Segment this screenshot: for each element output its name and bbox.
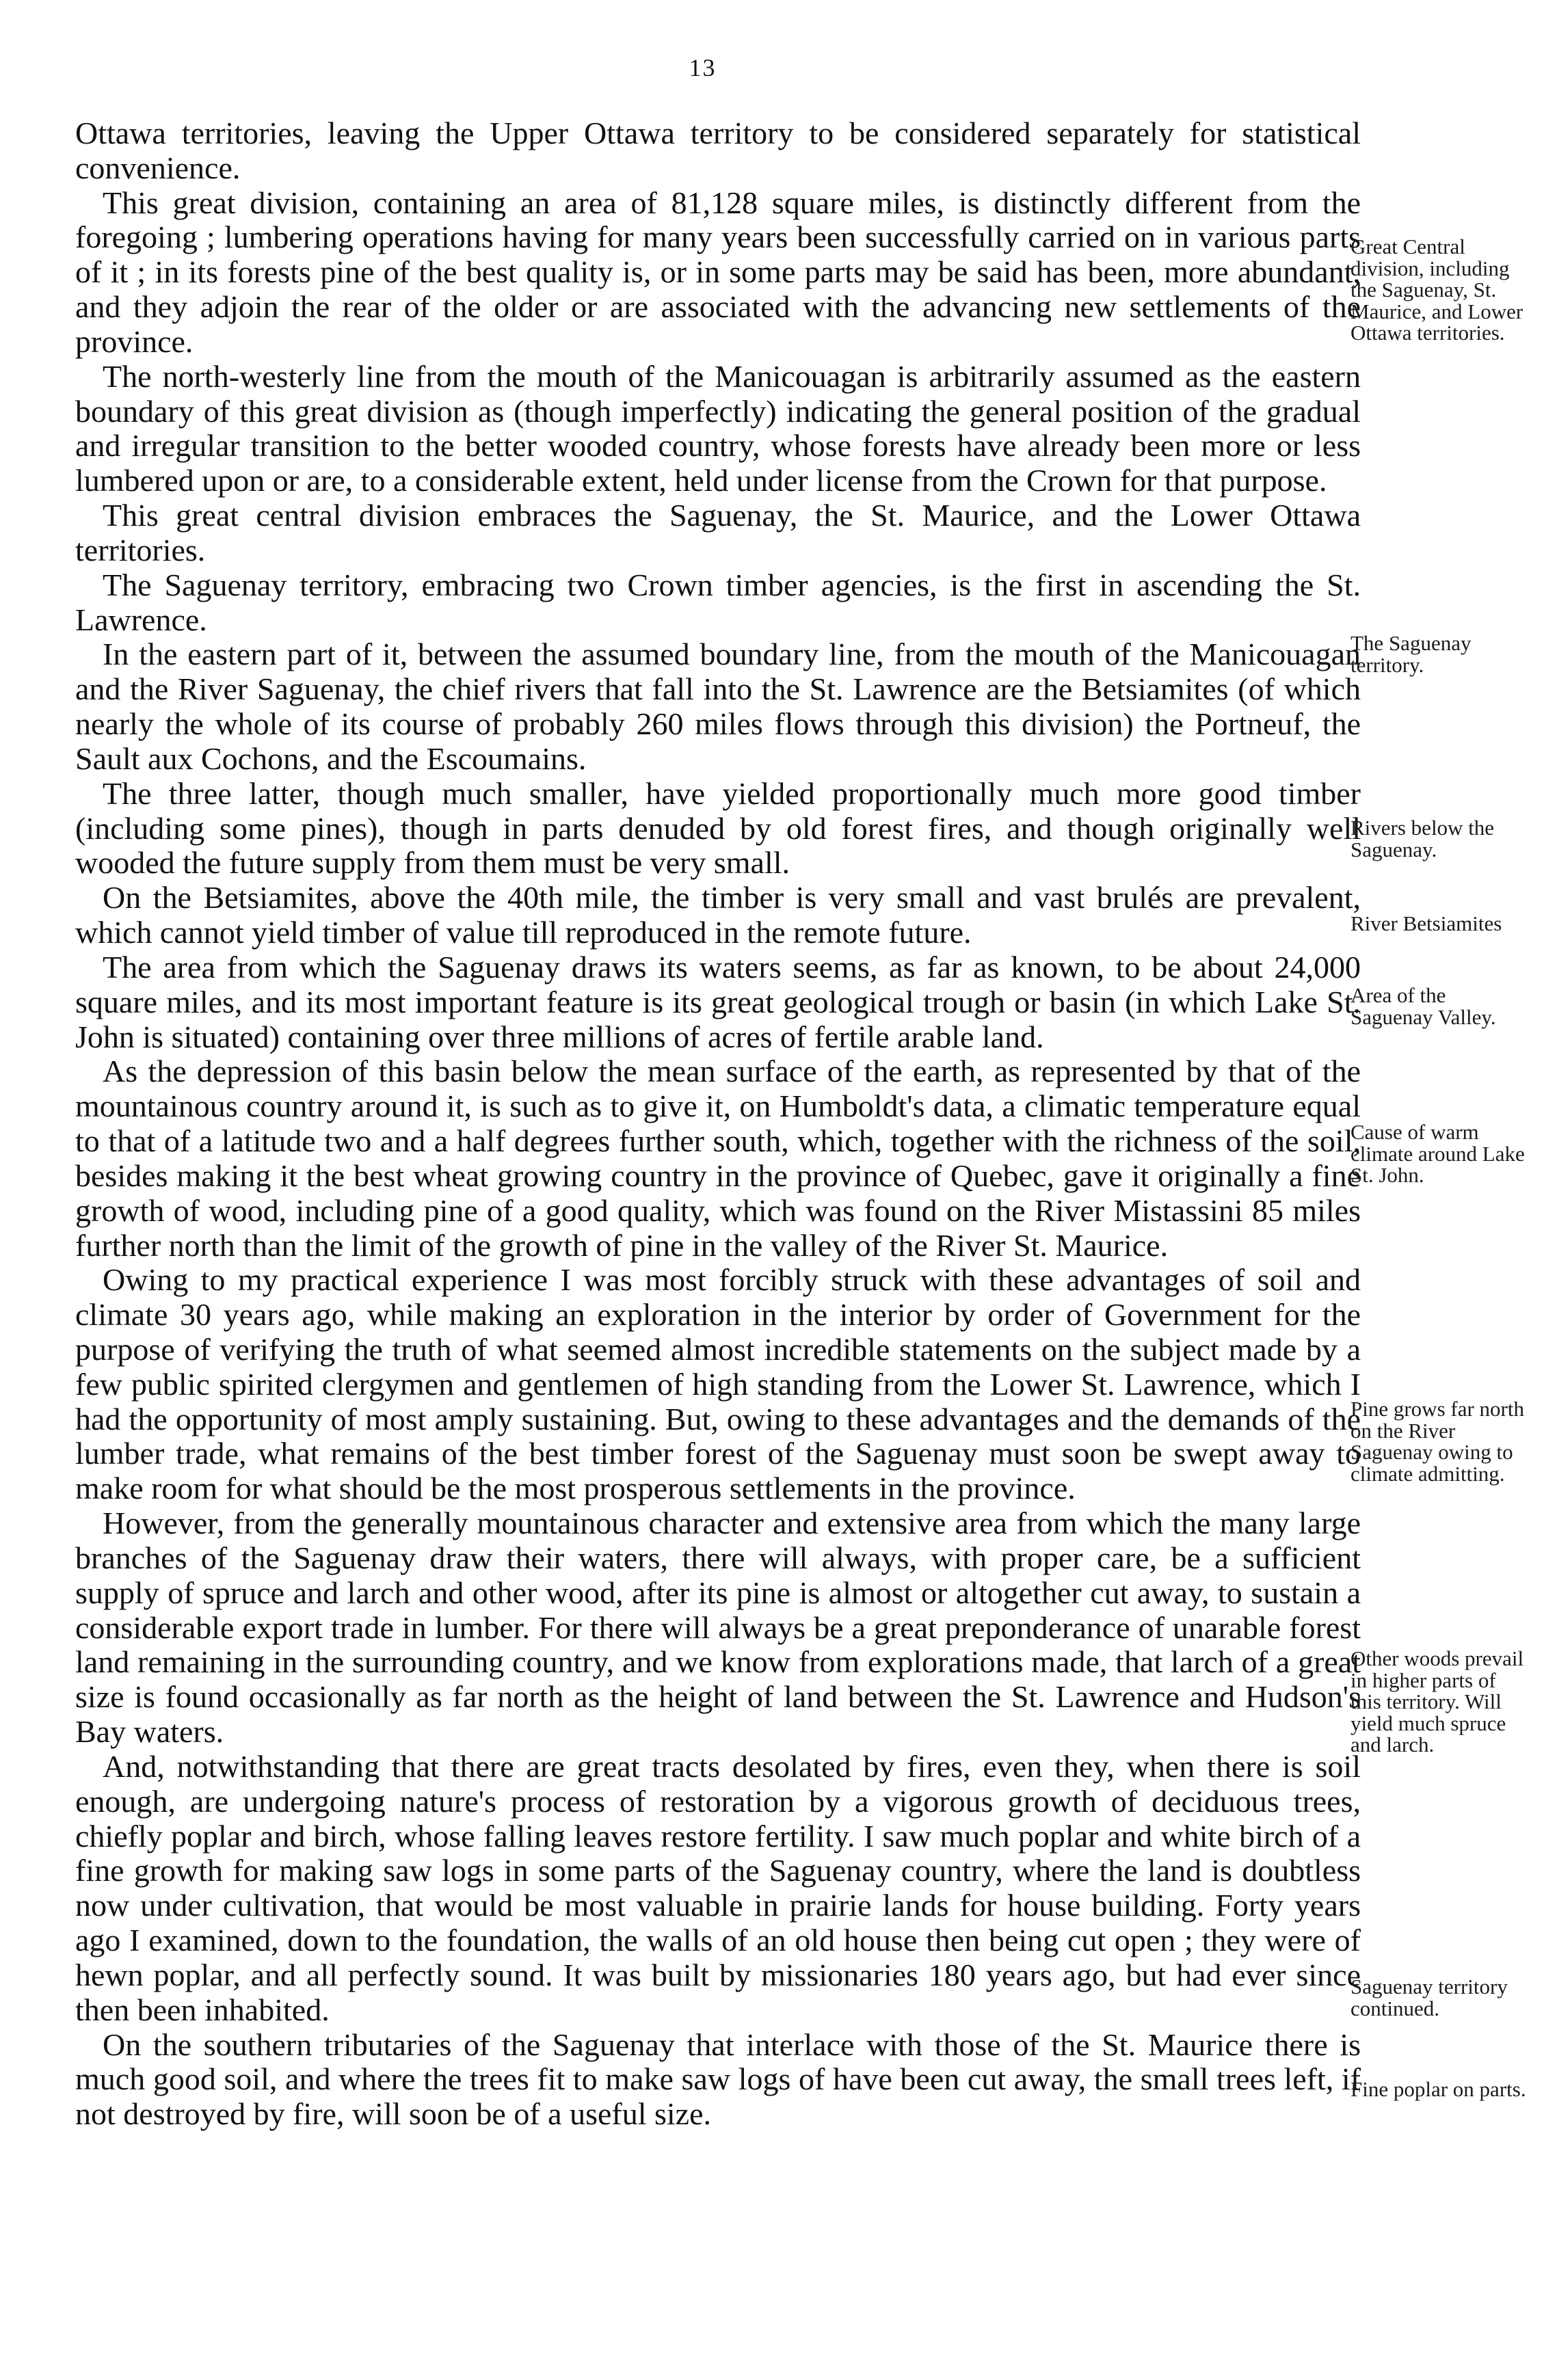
paragraph: As the depression of this basin below the mean surface of the earth, as represented by that of the mountainous country around it, is such as to give it, on Humboldt's data, a climatic temperature equal to that of a latitude two and a half degrees further south, which, together with the richness of the soil, besides making it the best wheat growing country in the province of Quebec, gave it originally a fine growth of wood, including pine of a good quality, which was found on the River Mistassini 85 miles further north than the limit of the growth of pine in the valley of the River St. Maurice. xyxy=(75,1054,1361,1263)
paragraph: The Saguenay territory, embracing two Crown timber agencies, is the first in ascending the St. Lawrence. xyxy=(75,567,1361,637)
paragraph: Owing to my practical experience I was most forcibly struck with these advantages of soil and climate 30 years ago, while making an exploration in the interior by order of Government for the purpose of verifying the truth of what seemed almost incredible statements on the subject made by a few public spirited clergymen and gentlemen of high standing from the Lower St. Lawrence, which I had the opportunity of most amply sustaining. But, owing to these advantages and the demands of the lumber trade, what remains of the best timber forest of the Saguenay must soon be swept away to make room for what should be the most prosperous settlements in the province. xyxy=(75,1262,1361,1506)
paragraph: This great central division embraces the Saguenay, the St. Maurice, and the Lower Ottawa territories. xyxy=(75,498,1361,567)
paragraph: This great division, containing an area of 81,128 square miles, is distinctly different from the foregoing ; lumbering operations having for many years been successfully carried on in various parts of it ; in its forests pine of the best quality is, or in some parts may be said has been, more abundant, and they adjoin the rear of the older or are associated with the advancing new settlements of the province. xyxy=(75,185,1361,359)
paragraph: The three latter, though much smaller, have yielded proportionally much more good timber (including some pines), though in parts denuded by old forest fires, and though originally well wooded the future supply from them must be very small. xyxy=(75,775,1361,881)
body-text xyxy=(75,116,1361,2132)
margin-note-other-woods: Other woods prevail in higher parts of this territory. Will yield much spruce and larch. xyxy=(1350,1646,1524,1757)
paragraph: And, notwithstanding that there are great tracts desolated by fires, even they, when there is soil enough, are undergoing nature's process of restoration by a vigorous growth of deciduous trees, chiefly poplar and birch, whose falling leaves restore fertility. I saw much poplar and white birch of a fine growth for making saw logs in some parts of the Saguenay country, where the land is doubtless now under cultivation, that would be most valuable in prairie lands for house building. Forty years ago I examined, down to the foundation, the walls of an old house then being cut open ; they were of hewn poplar, and all perfectly sound. It was built by missionaries 180 years ago, but had ever since then been inhabited. xyxy=(75,1748,1361,2027)
paragraph: However, from the generally mountainous character and extensive area from which the many large branches of the Saguenay draw their waters, there will always, with proper care, be a sufficient supply of spruce and larch and other wood, after its pine is almost or altogether cut away, to sustain a considerable export trade in lumber. For there will always be a great preponderance of unarable forest land remaining in the surrounding country, and we know from explorations made, that larch of a great size is found occasionally as far north as the height of land between the St. Lawrence and Hudson's Bay waters. xyxy=(75,1506,1361,1750)
margin-note-saguenay-continued: Saguenay territory continued. xyxy=(1350,1975,1508,2020)
paragraph: On the southern tributaries of the Saguenay that interlace with those of the St. Maurice there is much good soil, and where the trees fit to make saw logs of have been cut away, the small trees left, if not destroyed by fire, will soon be of a useful size. xyxy=(75,2027,1361,2132)
margin-note-area-saguenay-valley: Area of the Saguenay Valley. xyxy=(1350,983,1496,1029)
margin-note-rivers-below-saguenay: Rivers below the Saguenay. xyxy=(1350,816,1495,861)
margin-note-river-betsiamites: River Betsiamites xyxy=(1350,911,1502,935)
margin-note-pine-grows-far-north: Pine grows far north on the River Saguenay owing to climate admitting. xyxy=(1350,1397,1524,1486)
margin-note-saguenay-territory: The Saguenay territory. xyxy=(1350,631,1472,677)
margin-note-warm-climate: Cause of warm climate around Lake St. John. xyxy=(1350,1120,1525,1188)
paragraph: Ottawa territories, leaving the Upper Ottawa territory to be considered separately for statistical convenience. xyxy=(75,116,1361,185)
paragraph: The north-westerly line from the mouth of the Manicouagan is arbitrarily assumed as the eastern boundary of this great division as (though imperfectly) indicating the general position of the gradual and irregular transition to the better wooded country, whose forests have already been more or less lumbered upon or are, to a considerable extent, held under license from the Crown for that purpose. xyxy=(75,358,1361,498)
paragraph: In the eastern part of it, between the assumed boundary line, from the mouth of the Manicouagan and the River Saguenay, the chief rivers that fall into the St. Lawrence are the Betsiamites (of which nearly the whole of its course of probably 260 miles flows through this division) the Portneuf, the Sault aux Cochons, and the Escoumains. xyxy=(75,637,1361,776)
page-number: 13 xyxy=(689,54,717,81)
paragraph: The area from which the Saguenay draws its waters seems, as far as known, to be about 24,000 square miles, and its most important feature is its great geological trough or basin (in which Lake St. John is situated) containing over three millions of acres of fertile arable land. xyxy=(75,949,1361,1054)
margin-note-fine-poplar: Fine poplar on parts. xyxy=(1350,2077,1526,2101)
paragraph: On the Betsiamites, above the 40th mile, the timber is very small and vast brulés are prevalent, which cannot yield timber of value till reproduced in the remote future. xyxy=(75,880,1361,950)
margin-note-great-central-division: Great Central division, including the Saguenay, St. Maurice, and Lower Ottawa territories. xyxy=(1350,235,1523,345)
